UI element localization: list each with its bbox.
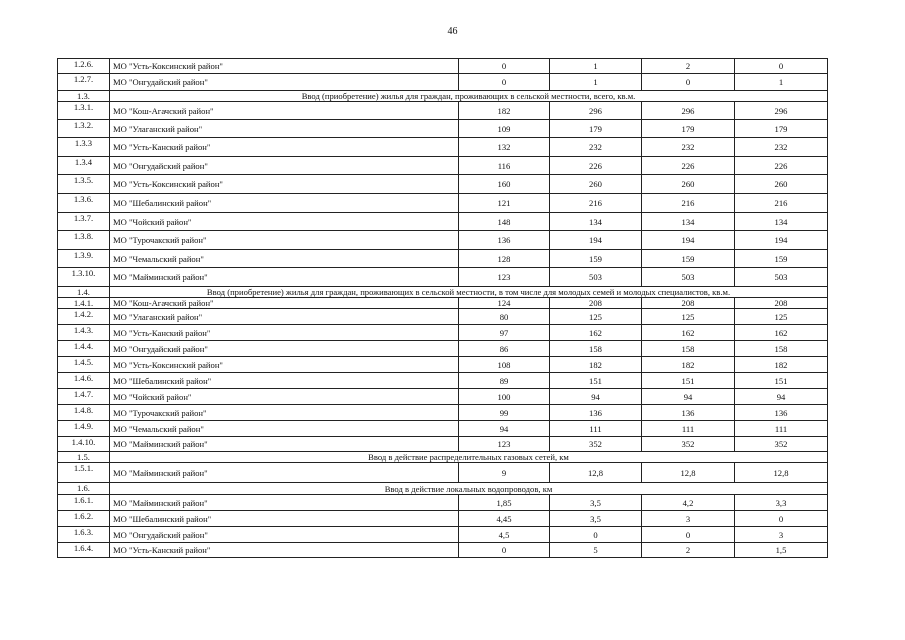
value-cell: 2	[642, 543, 735, 558]
value-cell: 134	[735, 213, 828, 231]
municipality-name: МО "Шебалинский район"	[110, 373, 459, 389]
value-cell: 260	[642, 175, 735, 194]
section-title: Ввод в действие локальных водопроводов, км	[110, 483, 828, 495]
value-cell: 216	[550, 194, 642, 213]
value-cell: 162	[550, 325, 642, 341]
value-cell: 2	[642, 59, 735, 74]
row-code: 1.2.6.	[58, 59, 110, 74]
municipality-name: МО "Майминский район"	[110, 268, 459, 287]
row-code: 1.4.1.	[58, 298, 110, 309]
municipality-name: МО "Майминский район"	[110, 463, 459, 483]
table-row	[58, 373, 828, 389]
value-cell: 109	[459, 120, 550, 138]
table-row	[58, 59, 828, 74]
row-code: 1.3.8.	[58, 231, 110, 250]
value-cell: 0	[642, 74, 735, 91]
value-cell: 136	[642, 405, 735, 421]
value-cell: 0	[642, 527, 735, 543]
municipality-name: МО "Усть-Коксинский район"	[110, 357, 459, 373]
value-cell: 160	[459, 175, 550, 194]
value-cell: 123	[459, 437, 550, 452]
page-number: 46	[447, 26, 458, 37]
value-cell: 232	[642, 138, 735, 157]
table-row	[58, 389, 828, 405]
value-cell: 125	[642, 309, 735, 325]
municipality-name: МО "Шебалинский район"	[110, 511, 459, 527]
section-title: Ввод (приобретение) жилья для граждан, проживающих в сельской местности, в том числе для молодых семей и молодых специалистов, кв.м.	[110, 287, 828, 298]
value-cell: 0	[459, 59, 550, 74]
row-code: 1.4.4.	[58, 341, 110, 357]
value-cell: 208	[735, 298, 828, 309]
row-code: 1.4.2.	[58, 309, 110, 325]
value-cell: 94	[550, 389, 642, 405]
row-code: 1.6.	[58, 483, 110, 495]
value-cell: 194	[735, 231, 828, 250]
row-code: 1.4.	[58, 287, 110, 298]
value-cell: 182	[735, 357, 828, 373]
value-cell: 226	[642, 157, 735, 175]
table-row	[58, 268, 828, 287]
value-cell: 0	[550, 527, 642, 543]
row-code: 1.3.6.	[58, 194, 110, 213]
value-cell: 124	[459, 298, 550, 309]
municipality-name: МО "Турочакский район"	[110, 231, 459, 250]
value-cell: 89	[459, 373, 550, 389]
value-cell: 94	[642, 389, 735, 405]
value-cell: 0	[735, 59, 828, 74]
section-row	[58, 483, 828, 495]
municipality-name: МО "Турочакский район"	[110, 405, 459, 421]
value-cell: 352	[550, 437, 642, 452]
value-cell: 194	[550, 231, 642, 250]
row-code: 1.3.	[58, 91, 110, 102]
value-cell: 0	[459, 543, 550, 558]
value-cell: 162	[642, 325, 735, 341]
row-code: 1.4.5.	[58, 357, 110, 373]
row-code: 1.4.3.	[58, 325, 110, 341]
value-cell: 128	[459, 250, 550, 268]
value-cell: 125	[735, 309, 828, 325]
value-cell: 182	[459, 102, 550, 120]
value-cell: 159	[642, 250, 735, 268]
value-cell: 226	[735, 157, 828, 175]
value-cell: 1	[550, 74, 642, 91]
value-cell: 123	[459, 268, 550, 287]
value-cell: 99	[459, 405, 550, 421]
value-cell: 232	[735, 138, 828, 157]
value-cell: 125	[550, 309, 642, 325]
value-cell: 134	[550, 213, 642, 231]
table-row	[58, 495, 828, 511]
value-cell: 179	[550, 120, 642, 138]
value-cell: 4,5	[459, 527, 550, 543]
value-cell: 226	[550, 157, 642, 175]
value-cell: 100	[459, 389, 550, 405]
table-row	[58, 231, 828, 250]
value-cell: 260	[550, 175, 642, 194]
table-row	[58, 120, 828, 138]
row-code: 1.4.6.	[58, 373, 110, 389]
table-row	[58, 102, 828, 120]
value-cell: 503	[550, 268, 642, 287]
row-code: 1.5.1.	[58, 463, 110, 483]
table-row	[58, 194, 828, 213]
value-cell: 111	[642, 421, 735, 437]
value-cell: 296	[550, 102, 642, 120]
value-cell: 216	[735, 194, 828, 213]
row-code: 1.6.1.	[58, 495, 110, 511]
row-code: 1.4.10.	[58, 437, 110, 452]
row-code: 1.5.	[58, 452, 110, 463]
value-cell: 111	[550, 421, 642, 437]
value-cell: 148	[459, 213, 550, 231]
value-cell: 352	[735, 437, 828, 452]
row-code: 1.6.2.	[58, 511, 110, 527]
municipality-name: МО "Онгудайский район"	[110, 341, 459, 357]
municipality-name: МО "Улаганский район"	[110, 309, 459, 325]
municipality-name: МО "Усть-Канский район"	[110, 138, 459, 157]
value-cell: 86	[459, 341, 550, 357]
table-row	[58, 511, 828, 527]
municipality-name: МО "Усть-Коксинский район"	[110, 175, 459, 194]
municipality-name: МО "Кош-Агачский район"	[110, 298, 459, 309]
value-cell: 208	[642, 298, 735, 309]
value-cell: 179	[735, 120, 828, 138]
municipality-name: МО "Онгудайский район"	[110, 157, 459, 175]
section-title: Ввод (приобретение) жилья для граждан, проживающих в сельской местности, всего, кв.м.	[110, 91, 828, 102]
section-title: Ввод в действие распределительных газовых сетей, км	[110, 452, 828, 463]
value-cell: 136	[735, 405, 828, 421]
value-cell: 158	[735, 341, 828, 357]
table-row	[58, 309, 828, 325]
table-row	[58, 213, 828, 231]
row-code: 1.3.10.	[58, 268, 110, 287]
table-row	[58, 421, 828, 437]
table-row	[58, 357, 828, 373]
municipality-name: МО "Кош-Агачский район"	[110, 102, 459, 120]
value-cell: 296	[735, 102, 828, 120]
row-code: 1.2.7.	[58, 74, 110, 91]
value-cell: 159	[735, 250, 828, 268]
value-cell: 136	[550, 405, 642, 421]
table-row	[58, 175, 828, 194]
value-cell: 3,5	[550, 511, 642, 527]
value-cell: 208	[550, 298, 642, 309]
section-row	[58, 91, 828, 102]
value-cell: 94	[735, 389, 828, 405]
row-code: 1.3.9.	[58, 250, 110, 268]
value-cell: 232	[550, 138, 642, 157]
value-cell: 1	[735, 74, 828, 91]
municipality-name: МО "Онгудайский район"	[110, 527, 459, 543]
value-cell: 158	[642, 341, 735, 357]
value-cell: 159	[550, 250, 642, 268]
municipality-name: МО "Усть-Канский район"	[110, 543, 459, 558]
municipality-name: МО "Усть-Коксинский район"	[110, 59, 459, 74]
value-cell: 97	[459, 325, 550, 341]
section-row	[58, 452, 828, 463]
value-cell: 4,2	[642, 495, 735, 511]
municipality-name: МО "Чойский район"	[110, 389, 459, 405]
table-row	[58, 325, 828, 341]
value-cell: 3	[642, 511, 735, 527]
value-cell: 260	[735, 175, 828, 194]
table-row	[58, 463, 828, 483]
value-cell: 151	[550, 373, 642, 389]
value-cell: 503	[735, 268, 828, 287]
value-cell: 134	[642, 213, 735, 231]
value-cell: 121	[459, 194, 550, 213]
value-cell: 3	[735, 527, 828, 543]
value-cell: 194	[642, 231, 735, 250]
row-code: 1.3.1.	[58, 102, 110, 120]
table-row	[58, 437, 828, 452]
value-cell: 132	[459, 138, 550, 157]
value-cell: 3,3	[735, 495, 828, 511]
value-cell: 12,8	[642, 463, 735, 483]
table-row	[58, 138, 828, 157]
table-row	[58, 543, 828, 558]
municipality-name: МО "Усть-Канский район"	[110, 325, 459, 341]
row-code: 1.4.7.	[58, 389, 110, 405]
table-row	[58, 250, 828, 268]
municipality-name: МО "Чемальский район"	[110, 250, 459, 268]
row-code: 1.3.7.	[58, 213, 110, 231]
value-cell: 1,5	[735, 543, 828, 558]
table-row	[58, 74, 828, 91]
row-code: 1.6.4.	[58, 543, 110, 558]
value-cell: 94	[459, 421, 550, 437]
municipality-name: МО "Чойский район"	[110, 213, 459, 231]
value-cell: 162	[735, 325, 828, 341]
value-cell: 116	[459, 157, 550, 175]
value-cell: 182	[550, 357, 642, 373]
value-cell: 108	[459, 357, 550, 373]
value-cell: 216	[642, 194, 735, 213]
value-cell: 0	[459, 74, 550, 91]
municipality-name: МО "Шебалинский район"	[110, 194, 459, 213]
row-code: 1.3.5.	[58, 175, 110, 194]
table-row	[58, 527, 828, 543]
value-cell: 151	[642, 373, 735, 389]
municipality-name: МО "Майминский район"	[110, 437, 459, 452]
value-cell: 111	[735, 421, 828, 437]
value-cell: 182	[642, 357, 735, 373]
value-cell: 158	[550, 341, 642, 357]
indicators-table	[57, 58, 828, 558]
value-cell: 3,5	[550, 495, 642, 511]
value-cell: 4,45	[459, 511, 550, 527]
value-cell: 12,8	[735, 463, 828, 483]
row-code: 1.3.2.	[58, 120, 110, 138]
value-cell: 296	[642, 102, 735, 120]
value-cell: 151	[735, 373, 828, 389]
value-cell: 9	[459, 463, 550, 483]
row-code: 1.4.9.	[58, 421, 110, 437]
municipality-name: МО "Улаганский район"	[110, 120, 459, 138]
municipality-name: МО "Онгудайский район"	[110, 74, 459, 91]
municipality-name: МО "Чемальский район"	[110, 421, 459, 437]
value-cell: 136	[459, 231, 550, 250]
value-cell: 352	[642, 437, 735, 452]
value-cell: 5	[550, 543, 642, 558]
table-row	[58, 298, 828, 309]
value-cell: 1,85	[459, 495, 550, 511]
value-cell: 12,8	[550, 463, 642, 483]
row-code: 1.3.3	[58, 138, 110, 157]
row-code: 1.6.3.	[58, 527, 110, 543]
row-code: 1.3.4	[58, 157, 110, 175]
table-row	[58, 341, 828, 357]
value-cell: 1	[550, 59, 642, 74]
table-row	[58, 405, 828, 421]
value-cell: 179	[642, 120, 735, 138]
value-cell: 0	[735, 511, 828, 527]
row-code: 1.4.8.	[58, 405, 110, 421]
value-cell: 80	[459, 309, 550, 325]
municipality-name: МО "Майминский район"	[110, 495, 459, 511]
table-row	[58, 157, 828, 175]
section-row	[58, 287, 828, 298]
value-cell: 503	[642, 268, 735, 287]
